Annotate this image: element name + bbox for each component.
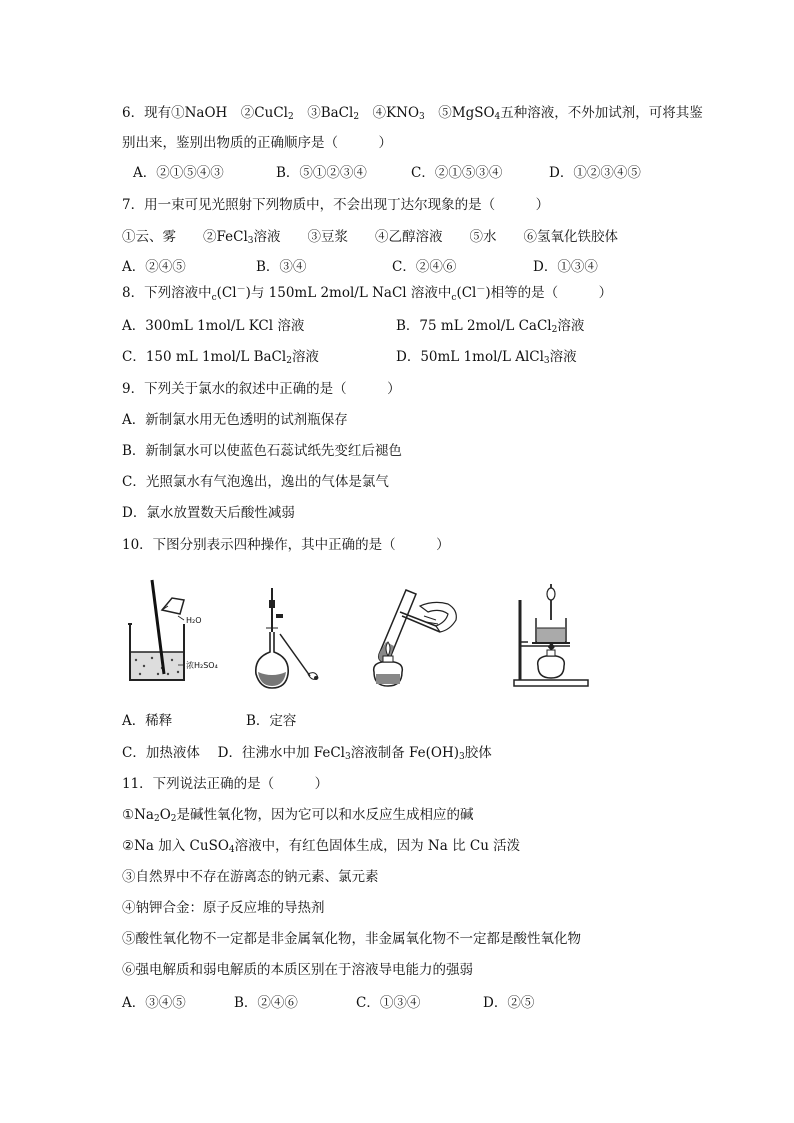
subscript: 4 [228, 845, 235, 855]
q6-text: ④KNO [359, 105, 420, 121]
q7-option-b: B．③④ [256, 259, 307, 275]
q8-text: 溶液 [549, 349, 577, 365]
q11-text: 是碱性氧化物，因为它可以和水反应生成相应的碱 [176, 807, 474, 823]
q7-text: 溶液 ③豆浆 ④乙醇溶液 ⑤水 ⑥氢氧化铁胶体 [253, 229, 618, 245]
q8-text: )相等的是（ ） [485, 285, 613, 301]
q8-option-b [396, 317, 584, 335]
q11-text: ①Na [122, 807, 154, 823]
q11-statement-4: ④钠钾合金：原子反应堆的导热剂 [122, 900, 325, 916]
heating-liquid-figure [364, 586, 464, 690]
q8-text: B．75 mL 2mol/L CaCl [396, 318, 552, 334]
sulfuric-acid-label: 浓H₂SO₄ [186, 661, 218, 670]
q7-option-a: A．②④⑤ [122, 259, 186, 275]
concentration-symbol: c [211, 293, 217, 303]
q7-items [122, 228, 618, 246]
subscript: 3 [543, 356, 550, 366]
q6-text: 五种溶液，不外加试剂，可将其鉴 [500, 105, 703, 121]
subscript: 2 [353, 112, 360, 122]
q11-statement-3: ③自然界中不存在游离态的钠元素、氯元素 [122, 869, 379, 885]
ring-stand-figure [506, 580, 606, 690]
q9-option-d: D．氯水放置数天后酸性减弱 [122, 505, 295, 521]
q9-stem: 9．下列关于氯水的叙述中正确的是（ ） [122, 381, 401, 397]
subscript: 2 [153, 814, 160, 824]
q10-text: 溶液制备 Fe(OH) [350, 745, 460, 761]
q11-statement-1 [122, 806, 474, 824]
q8-option-c [122, 348, 319, 366]
q8-text: )与 150mL 2mol/L NaCl 溶液中 [245, 285, 452, 301]
q9-option-c: C．光照氯水有气泡逸出，逸出的气体是氯气 [122, 474, 389, 490]
q8-option-a: A．300mL 1mol/L KCl 溶液 [122, 318, 305, 334]
q11-text: 溶液中，有红色固体生成，因为 Na 比 Cu 活泼 [234, 838, 521, 854]
q11-option-c: C．①③④ [356, 995, 421, 1011]
q7-option-c: C．②④⑥ [392, 259, 457, 275]
subscript: 2 [286, 356, 292, 366]
q8-option-d [396, 348, 577, 366]
q6-option-d: D．①②③④⑤ [549, 165, 641, 181]
q11-stem: 11．下列说法正确的是（ ） [122, 776, 329, 792]
water-label: H₂O [186, 616, 202, 625]
q6-text: 6．现有①NaOH ②CuCl [122, 105, 288, 121]
q8-text: 溶液 [557, 318, 585, 334]
subscript: 2 [287, 112, 294, 122]
subscript: 2 [170, 814, 177, 824]
q10-option-a: A．稀释 [122, 713, 173, 729]
subscript: 3 [419, 112, 425, 122]
q7-option-d: D．①③④ [533, 259, 598, 275]
q8-text: (Cl [216, 285, 237, 301]
q11-statement-6: ⑥强电解质和弱电解质的本质区别在于溶液导电能力的强弱 [122, 962, 473, 978]
q7-text: ①云、雾 ②FeCl [122, 229, 248, 245]
subscript: 3 [459, 752, 465, 762]
subscript: 3 [247, 236, 254, 246]
q8-text: 8．下列溶液中 [122, 285, 212, 301]
superscript: － [236, 285, 246, 295]
q11-option-a: A．③④⑤ [122, 995, 186, 1011]
q8-stem [122, 284, 612, 307]
concentration-symbol: c [451, 293, 457, 303]
q6-option-c: C．②①⑤③④ [411, 165, 503, 181]
q11-text: O [159, 807, 171, 823]
subscript: 4 [494, 112, 501, 122]
q11-option-b: B．②④⑥ [234, 995, 298, 1011]
q9-option-a: A．新制氯水用无色透明的试剂瓶保存 [122, 412, 348, 428]
q8-text: D．50mL 1mol/L AlCl [396, 349, 544, 365]
q6-stem-line2: 别出来，鉴别出物质的正确顺序是（ ） [122, 135, 392, 151]
q7-stem: 7．用一束可见光照射下列物质中，不会出现丁达尔现象的是（ ） [122, 197, 550, 213]
q8-text: (Cl [456, 285, 477, 301]
q11-option-d: D．②⑤ [483, 995, 535, 1011]
q10-text: 胶体 [464, 745, 492, 761]
q8-text: 溶液 [291, 349, 319, 365]
q6-option-a: A．②①⑤④③ [133, 165, 224, 181]
superscript: － [476, 285, 486, 295]
q10-option-b: B．定容 [246, 713, 297, 729]
subscript: 2 [551, 325, 558, 335]
q10-text: C．加热液体 D．往沸水中加 FeCl [122, 745, 346, 761]
q10-option-cd [122, 744, 492, 762]
q9-option-b: B．新制氯水可以使蓝色石蕊试纸先变红后褪色 [122, 443, 402, 459]
q11-text: ②Na 加入 CuSO [122, 838, 229, 854]
volumetric-flask-figure [250, 586, 330, 690]
dilution-figure [122, 578, 222, 686]
q6-text: ⑤MgSO [424, 105, 495, 121]
subscript: 3 [345, 752, 351, 762]
q10-stem: 10．下图分别表示四种操作，其中正确的是（ ） [122, 537, 450, 553]
q11-statement-5: ⑤酸性氧化物不一定都是非金属氧化物，非金属氧化物不一定都是酸性氧化物 [122, 931, 581, 947]
q6-stem-line1 [122, 104, 703, 122]
q11-statement-2 [122, 837, 520, 855]
q6-text: ③BaCl [293, 105, 354, 121]
q8-text: C．150 mL 1mol/L BaCl [122, 349, 287, 365]
q6-option-b: B．⑤①②③④ [276, 165, 367, 181]
